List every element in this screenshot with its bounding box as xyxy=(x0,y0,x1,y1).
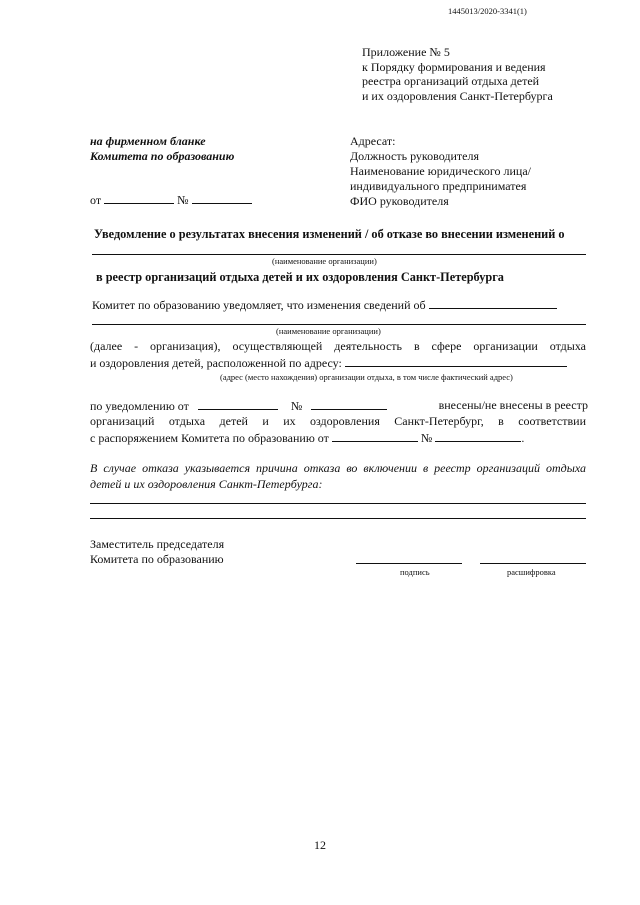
notification-ref-line xyxy=(90,398,588,414)
order-line xyxy=(90,430,524,446)
ref-from-text: по уведомлению от xyxy=(90,399,189,413)
signer-role xyxy=(90,537,224,567)
document-number: 1445013/2020-3341(1) xyxy=(448,6,527,16)
ref-number-blank xyxy=(311,398,387,410)
appendix-line: и их оздоровления Санкт-Петербурга xyxy=(362,88,553,103)
org-caption-2: (наименование организации) xyxy=(276,326,381,336)
letterhead-line: на фирменном бланке xyxy=(90,134,206,148)
org-name-caption: (наименование организации) xyxy=(272,256,377,266)
order-number-label: № xyxy=(420,431,433,445)
date-number-line xyxy=(90,192,252,208)
appendix-block xyxy=(362,45,553,103)
notification-line-1 xyxy=(92,297,557,313)
ref-date-blank xyxy=(198,398,278,410)
signer-role-line: Комитета по образованию xyxy=(90,552,224,566)
signature-line xyxy=(356,563,462,564)
addressee-line: Должность руководителя xyxy=(350,149,479,163)
signature-caption: подпись xyxy=(400,567,430,577)
address-caption: (адрес (место нахождения) организации отдыха, в том числе фактический адрес) xyxy=(220,372,513,382)
org-name-blank-line xyxy=(92,254,586,255)
registry-line: организаций отдыха детей и их оздоровления Санкт-Петербург, в соответствии xyxy=(90,414,586,428)
date-blank xyxy=(104,192,174,204)
number-blank xyxy=(192,192,252,204)
number-label: № xyxy=(177,193,189,207)
ref-status-text: внесены/не внесены в реестр xyxy=(438,398,588,412)
addressee-line: Адресат: xyxy=(350,134,396,148)
order-text: с распоряжением Комитета по образованию от xyxy=(90,431,329,445)
refusal-reason-line-1 xyxy=(90,503,586,504)
name-decode-line xyxy=(480,563,586,564)
appendix-line: Приложение № 5 xyxy=(362,45,450,59)
addressee-line: ФИО руководителя xyxy=(350,194,449,208)
page-number: 12 xyxy=(314,838,326,852)
appendix-line: к Порядку формирования и ведения xyxy=(362,59,546,74)
document-title-continued: в реестр организаций отдыха детей и их оздоровления Санкт-Петербурга xyxy=(96,270,504,284)
address-blank xyxy=(345,355,567,367)
date-label: от xyxy=(90,193,102,207)
name-decode-caption: расшифровка xyxy=(507,567,556,577)
letterhead-line: Комитета по образованию xyxy=(90,149,235,163)
address-text: и оздоровления детей, расположенной по адресу: xyxy=(90,356,342,370)
order-number-blank xyxy=(435,430,521,442)
addressee-line: Наименование юридического лица/ xyxy=(350,164,531,178)
refusal-note-line-1: В случае отказа указывается причина отказа во включении в реестр организаций отдыха xyxy=(90,461,586,475)
appendix-line: реестра организаций отдыха детей xyxy=(362,74,540,89)
org-blank xyxy=(429,297,557,309)
org-name-line-2 xyxy=(92,324,586,325)
order-period: . xyxy=(521,431,525,445)
notification-text: Комитет по образованию уведомляет, что изменения сведений об xyxy=(92,298,426,312)
paragraph-line: (далее - организация), осуществляющей деятельность в сфере организации отдыха xyxy=(90,339,586,353)
signer-role-line: Заместитель председателя xyxy=(90,537,225,551)
ref-number-label: № xyxy=(290,399,303,413)
address-line xyxy=(90,355,567,371)
letterhead-note xyxy=(90,134,234,164)
addressee-line: индивидуального предприниматея xyxy=(350,179,527,193)
refusal-reason-line-2 xyxy=(90,518,586,519)
refusal-note-line-2: детей и их оздоровления Санкт-Петербурга: xyxy=(90,477,323,491)
order-date-blank xyxy=(332,430,418,442)
addressee-block xyxy=(350,134,531,209)
document-title: Уведомление о результатах внесения изменений / об отказе во внесении изменений о xyxy=(94,227,565,241)
